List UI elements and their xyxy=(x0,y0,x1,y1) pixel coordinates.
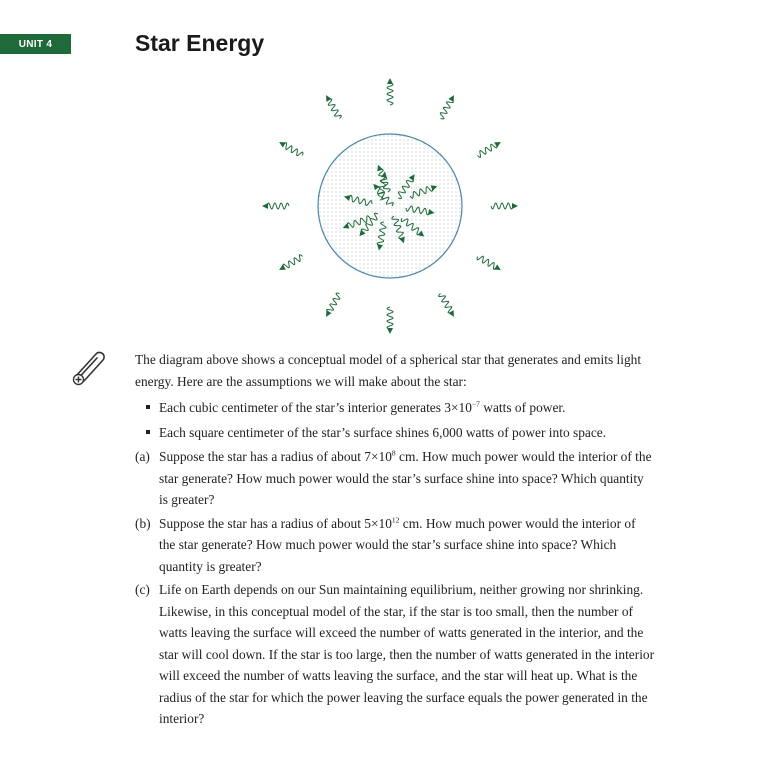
light-ray xyxy=(476,139,502,158)
light-ray xyxy=(323,292,342,318)
light-ray xyxy=(476,254,502,273)
assumption-item: Each square centimeter of the star’s surface shines 6,000 watts of power into space. xyxy=(135,422,655,444)
light-ray xyxy=(387,78,393,105)
light-ray xyxy=(387,307,393,334)
question-c: (c) Life on Earth depends on our Sun maintaining equilibrium, neither growing nor shrinking. Likewise, in this conceptual model of the star, if the star is too small, then the number of watts leaving the surface will exceed the number of watts generated in the interior, and the star will cool down. If the star is too large, then the number of watts generated in the interior will exceed the number of watts leaving the surface, and the star will heat up. What is the radius of the star for which the power leaving the surface equals the power generated in the interior? xyxy=(135,582,655,726)
page-title: Star Energy xyxy=(135,30,265,56)
question-a: (a) Suppose the star has a radius of about $7\times 10^8$ cm. How much power would the interior of the star generate? How much power would the star’s surface shine into space? Which quantity is greater? xyxy=(135,448,652,507)
assumptions-list xyxy=(135,397,655,443)
light-ray xyxy=(438,292,457,318)
light-ray xyxy=(438,94,457,120)
paperclip-icon xyxy=(70,346,108,386)
light-ray xyxy=(278,254,304,273)
light-ray xyxy=(278,139,304,158)
question-b: (b) Suppose the star has a radius of about $5\times 10^{12}$ cm. How much power would the interior of the star generate? How much power would the star’s surface shine into space? Which quantity is greater? xyxy=(135,515,636,574)
unit-badge: UNIT 4 xyxy=(0,34,71,54)
light-ray xyxy=(491,203,518,209)
light-ray xyxy=(323,94,342,120)
light-ray xyxy=(262,203,289,209)
exercise-text xyxy=(135,349,655,732)
star-sphere xyxy=(318,134,462,278)
intro-paragraph: The diagram above shows a conceptual model of a spherical star that generates and emits light energy. Here are the assumptions we will make about the star: xyxy=(135,352,642,389)
assumption-item: Each cubic centimeter of the star’s interior generates $3\times 10^{-7}$ watts of power. xyxy=(135,397,655,419)
star-energy-diagram xyxy=(259,75,521,337)
